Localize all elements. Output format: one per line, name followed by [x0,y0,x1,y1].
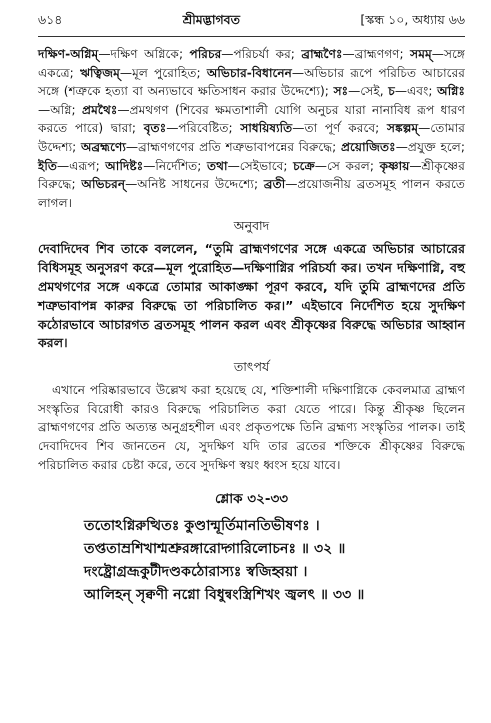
glossary-meaning: তা পূর্ণ করবে; [304,121,388,136]
glossary-term: ইতি [38,158,57,173]
book-title: শ্রীমদ্ভাগবত [182,12,241,27]
verse-line: তপ্ততাম্রশিখাশ্মশ্রুরঙ্গারোদ্গারিলোচনঃ ॥ ৩২ ॥ [84,541,346,558]
glossary-term: প্রয়োজিতঃ [340,139,396,154]
glossary-term: অভিচার-বিধানেন [206,65,292,80]
glossary-dash: — [166,121,179,136]
glossary-term: আদিষ্টঃ [105,158,144,173]
glossary-term: চক্রে [293,158,315,173]
glossary-dash: — [119,65,133,80]
verse-line: দংষ্ট্রোগ্রভ্রূকুটীদণ্ডকঠোরাস্যঃ স্বজিহ্বয়া । [84,564,308,581]
glossary-meaning: সে করল; [326,158,380,173]
glossary-dash: — [418,121,431,136]
glossary-dash: — [125,177,138,192]
glossary-meaning: প্রয়োজনীয় ব্রতসমূহ পালন করতে লাগল। [38,177,465,210]
glossary-dash: — [409,158,422,173]
glossary-term: সঃ [333,84,349,99]
glossary-meaning: ব্রাহ্মণগণের প্রতি শত্রুভাবাপন্নের বিরুদ্ধে; [138,139,341,154]
glossary-dash: — [348,84,361,99]
glossary-term: বৃতঃ [143,121,167,136]
glossary-dash: — [314,158,327,173]
glossary-term: ব্রাহ্মণৈঃ [301,47,343,61]
verse-heading: শ্লোক ৩২-৩৩ [214,491,289,508]
glossary-dash: — [38,102,51,117]
glossary-term: সঙ্কল্পম্ [387,121,419,136]
purport-text: এখানে পরিষ্কারভাবে উল্লেখ করা হয়েছে যে, শক্তিশালী দক্ষিণাগ্নিকে কেবলমাত্র ব্রাহ্মণ সংস্কৃতির বিরোধী কারও বিরুদ্ধে পরিচালিত করা যেতে পারে। কিন্তু শ্রীকৃষ্ণ ছিলেন ব্রাহ্মণগণের প্রতি অত্যন্ত অনুগ্রহশীল এবং প্রকৃতপক্ষে তিনি ব্রহ্মণ্য সংস্কৃতির পালক। তাই দেবাদিদেব শিব জানতেন যে, সুদক্ষিণ যদি তার ব্রতের শক্তিকে শ্রীকৃষ্ণের বিরুদ্ধে পরিচালিত করার চেষ্টা করে, তবে সুদক্ষিণ স্বয়ং ধ্বংস হয়ে যাবে। [38,383,465,472]
glossary-meaning: সেই, [360,84,389,99]
glossary-term: ব্রতী [263,177,286,192]
glossary-meaning: নির্দেশিত; [155,158,208,173]
glossary-meaning: অগ্নি; [50,102,82,117]
glossary-term: দক্ষিণ-অগ্নিম্ [38,47,99,61]
glossary-meaning: দক্ষিণ অগ্নিকে; [110,47,190,61]
glossary-dash: — [56,158,70,173]
glossary-term: অব্রহ্মণ্যে [80,139,126,154]
verse-line: ততোঽগ্নিরুত্থিতঃ কুণ্ডান্মূর্তিমানতিভীষণঃ । [84,518,320,535]
glossary-dash: — [431,47,444,61]
purport-section [38,381,465,474]
glossary-meaning: ব্রাহ্মণগণ; [354,47,411,61]
translation-heading: অনুবাদ [233,218,270,234]
glossary-meaning: প্রমথগণ (শিবের ক্ষমতাশালী যোগি অনুচর যারা নানাবিধ রূপ ধারণ করতে পারে) দ্বারা; [38,102,465,136]
glossary-term: চ [388,84,395,99]
page-number: ৬১৪ [38,12,63,27]
glossary-meaning: এরূপ; [69,158,106,173]
glossary-dash: — [342,47,355,61]
glossary-meaning: সেইভাবে; [239,158,294,173]
page-header [38,12,465,34]
glossary-dash: — [98,47,111,61]
glossary-dash: — [227,158,240,173]
glossary-meaning: অভিচার রূপে পরিচিত আচারের সঙ্গে (শত্রুকে হত্যা বা অন্যভাবে ক্ষতিসাধন করার উদ্দেশ্যে); [38,65,465,99]
glossary-meaning: পরিবেষ্টিত; [178,121,241,136]
glossary-dash: — [291,65,305,80]
word-for-word-glossary [38,45,465,212]
glossary-meaning: শ্রীকৃষ্ণের বিরুদ্ধে; [38,158,465,192]
glossary-dash: — [117,102,130,117]
glossary-meaning: পরিচর্যা কর; [233,47,302,61]
glossary-term: সমম্ [410,47,432,61]
glossary-dash: — [125,139,139,154]
glossary-meaning: তোমার উদ্দেশ্য; [38,121,465,154]
glossary-term: কৃষ্ণায় [379,158,410,173]
glossary-term: পরিচর [189,47,222,61]
glossary-dash: — [143,158,156,173]
verse-line: আলিহন্ সৃক্বণী নগ্নো বিধুন্বংস্ত্রিশিখং জ্বলৎ ॥ ৩৩ ॥ [84,587,365,604]
verse-block [38,515,465,607]
glossary-term: অভিচরন্ [81,177,126,192]
glossary-meaning: সঙ্গে একত্রে; [38,47,465,80]
glossary-term: সাধয়িষ্যতি [240,121,293,136]
glossary-term: তথা [207,158,228,173]
glossary-meaning: মূল পুরোহিত; [132,65,207,80]
header-rule [38,36,465,37]
glossary-dash: — [395,139,408,154]
translation-text: দেবাদিদেব শিব তাকে বললেন, “তুমি ব্রাহ্মণগণের সঙ্গে একত্রে অভিচার আচারের বিধিসমূহ অনুসরণ করে—মূল পুরোহিত—দক্ষিণাগ্নির পরিচর্যা কর। তখন দক্ষিণাগ্নি, বহু প্রমথগণের সঙ্গে একত্রে তোমার আকাঙ্ক্ষা পূরণ করবে, যদি তুমি ব্রাহ্মণদের প্রতি শত্রুভাবাপন্ন কারুর বিরুদ্ধে তা পরিচালিত কর।” এইভাবে নির্দেশিত হয়ে সুদক্ষিণ কঠোরভাবে আচারগত ব্রতসমূহ পালন করল এবং শ্রীকৃষ্ণের বিরুদ্ধে অভিচার আহ্বান করল। [38,241,465,351]
glossary-dash: — [285,177,298,192]
glossary-term: ঋত্বিজম্ [79,65,120,80]
glossary-term: প্রমথৈঃ [82,102,118,117]
glossary-term: অগ্নিঃ [437,84,466,99]
glossary-dash: — [292,121,305,136]
purport-heading: তাৎপর্য [233,359,270,375]
glossary-meaning: প্রযুক্ত হলে; [407,139,465,154]
glossary-dash: — [394,84,408,99]
glossary-meaning: এবং; [407,84,438,99]
glossary-dash: — [221,47,234,61]
glossary-meaning: অনিষ্ট সাধনের উদ্দেশ্যে; [137,177,264,192]
chapter-reference: [স্কন্ধ ১০, অধ্যায় ৬৬ [360,12,465,27]
